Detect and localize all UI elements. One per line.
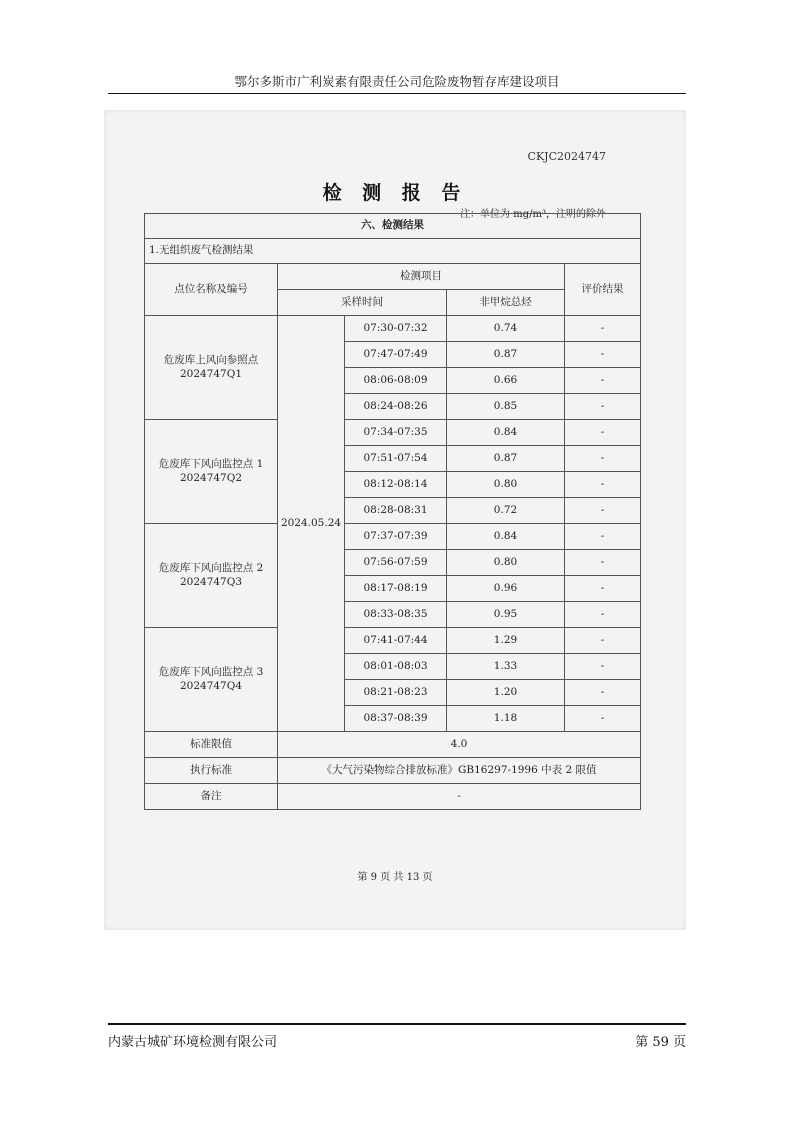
evaluation-cell: - bbox=[565, 394, 641, 420]
nmhc-value-cell: 0.74 bbox=[447, 316, 565, 342]
point-cell bbox=[145, 420, 278, 524]
nmhc-value-cell: 1.29 bbox=[447, 628, 565, 654]
evaluation-cell: - bbox=[565, 628, 641, 654]
report-title: 检 测 报 告 bbox=[322, 182, 468, 204]
point-cell bbox=[145, 628, 278, 732]
nmhc-value-cell: 0.87 bbox=[447, 342, 565, 368]
executive-standard-label: 执行标准 bbox=[145, 758, 278, 784]
nmhc-value-cell: 0.66 bbox=[447, 368, 565, 394]
evaluation-cell: - bbox=[565, 680, 641, 706]
sample-time-cell: 07:56-07:59 bbox=[345, 550, 447, 576]
table-row bbox=[145, 524, 641, 550]
sample-time-cell: 08:24-08:26 bbox=[345, 394, 447, 420]
footer-rule bbox=[108, 1023, 686, 1025]
footer-company: 内蒙古城矿环境检测有限公司 bbox=[108, 1035, 278, 1050]
evaluation-cell: - bbox=[565, 654, 641, 680]
evaluation-cell: - bbox=[565, 342, 641, 368]
nmhc-value-cell: 0.96 bbox=[447, 576, 565, 602]
remark-label: 备注 bbox=[145, 784, 278, 810]
sample-time-cell: 08:21-08:23 bbox=[345, 680, 447, 706]
sample-time-cell: 07:41-07:44 bbox=[345, 628, 447, 654]
nmhc-value-cell: 0.87 bbox=[447, 446, 565, 472]
standard-limit-row bbox=[145, 732, 641, 758]
col-header-items: 检测项目 bbox=[278, 264, 565, 290]
sample-time-cell: 07:34-07:35 bbox=[345, 420, 447, 446]
nmhc-value-cell: 0.84 bbox=[447, 524, 565, 550]
running-header: 鄂尔多斯市广利炭素有限责任公司危险废物暂存库建设项目 bbox=[234, 74, 560, 89]
section-title: 六、检测结果 bbox=[145, 214, 641, 239]
sample-time-cell: 08:01-08:03 bbox=[345, 654, 447, 680]
executive-standard-value: 《大气污染物综合排放标准》GB16297-1996 中表 2 限值 bbox=[278, 758, 641, 784]
standard-limit-label: 标准限值 bbox=[145, 732, 278, 758]
header-row-1 bbox=[145, 264, 641, 290]
point-code: 2024747Q4 bbox=[179, 679, 243, 692]
nmhc-value-cell: 1.18 bbox=[447, 706, 565, 732]
footer-page-number: 第 59 页 bbox=[635, 1035, 686, 1050]
sample-time-cell: 07:47-07:49 bbox=[345, 342, 447, 368]
nmhc-value-cell: 0.80 bbox=[447, 472, 565, 498]
table-row bbox=[145, 420, 641, 446]
evaluation-cell: - bbox=[565, 368, 641, 394]
col-header-sample-time: 采样时间 bbox=[278, 290, 447, 316]
point-cell bbox=[145, 316, 278, 420]
evaluation-cell: - bbox=[565, 524, 641, 550]
point-code: 2024747Q3 bbox=[179, 575, 243, 588]
sample-time-cell: 08:28-08:31 bbox=[345, 498, 447, 524]
results-table bbox=[144, 213, 641, 810]
point-name: 危废库下风向监控点 1 bbox=[158, 457, 264, 470]
nmhc-value-cell: 0.95 bbox=[447, 602, 565, 628]
evaluation-cell: - bbox=[565, 498, 641, 524]
sample-time-cell: 08:12-08:14 bbox=[345, 472, 447, 498]
sample-time-cell: 08:37-08:39 bbox=[345, 706, 447, 732]
nmhc-value-cell: 1.20 bbox=[447, 680, 565, 706]
nmhc-value-cell: 0.72 bbox=[447, 498, 565, 524]
subsection-title-row bbox=[145, 239, 641, 264]
nmhc-value-cell: 0.84 bbox=[447, 420, 565, 446]
evaluation-cell: - bbox=[565, 420, 641, 446]
nmhc-value-cell: 1.33 bbox=[447, 654, 565, 680]
point-cell bbox=[145, 524, 278, 628]
sample-time-cell: 08:17-08:19 bbox=[345, 576, 447, 602]
standard-limit-value: 4.0 bbox=[278, 732, 641, 758]
evaluation-cell: - bbox=[565, 446, 641, 472]
col-header-point: 点位名称及编号 bbox=[145, 264, 278, 316]
col-header-evaluation: 评价结果 bbox=[565, 264, 641, 316]
header-rule bbox=[108, 93, 686, 94]
remark-row bbox=[145, 784, 641, 810]
sample-time-cell: 08:33-08:35 bbox=[345, 602, 447, 628]
scanned-report-page bbox=[104, 110, 686, 930]
subsection-title: 1.无组织废气检测结果 bbox=[145, 239, 641, 264]
nmhc-value-cell: 0.80 bbox=[447, 550, 565, 576]
sample-time-cell: 07:37-07:39 bbox=[345, 524, 447, 550]
evaluation-cell: - bbox=[565, 550, 641, 576]
point-name: 危废库上风向参照点 bbox=[163, 353, 259, 366]
nmhc-value-cell: 0.85 bbox=[447, 394, 565, 420]
evaluation-cell: - bbox=[565, 576, 641, 602]
evaluation-cell: - bbox=[565, 602, 641, 628]
page-count: 第 9 页 共 13 页 bbox=[357, 872, 433, 883]
unit-note: 注：单位为 mg/m³，注明的除外 bbox=[460, 209, 606, 220]
section-title-row bbox=[145, 214, 641, 239]
evaluation-cell: - bbox=[565, 472, 641, 498]
report-number: CKJC2024747 bbox=[527, 150, 606, 163]
evaluation-cell: - bbox=[565, 316, 641, 342]
point-name: 危废库下风向监控点 2 bbox=[158, 561, 264, 574]
col-header-nmhc: 非甲烷总烃 bbox=[447, 290, 565, 316]
point-code: 2024747Q1 bbox=[179, 367, 243, 380]
table-row bbox=[145, 316, 641, 342]
point-name: 危废库下风向监控点 3 bbox=[158, 665, 264, 678]
sample-date: 2024.05.24 bbox=[278, 316, 345, 732]
point-code: 2024747Q2 bbox=[179, 471, 243, 484]
table-row bbox=[145, 628, 641, 654]
sample-time-cell: 07:51-07:54 bbox=[345, 446, 447, 472]
sample-time-cell: 08:06-08:09 bbox=[345, 368, 447, 394]
remark-value: - bbox=[278, 784, 641, 810]
evaluation-cell: - bbox=[565, 706, 641, 732]
executive-standard-row bbox=[145, 758, 641, 784]
sample-time-cell: 07:30-07:32 bbox=[345, 316, 447, 342]
